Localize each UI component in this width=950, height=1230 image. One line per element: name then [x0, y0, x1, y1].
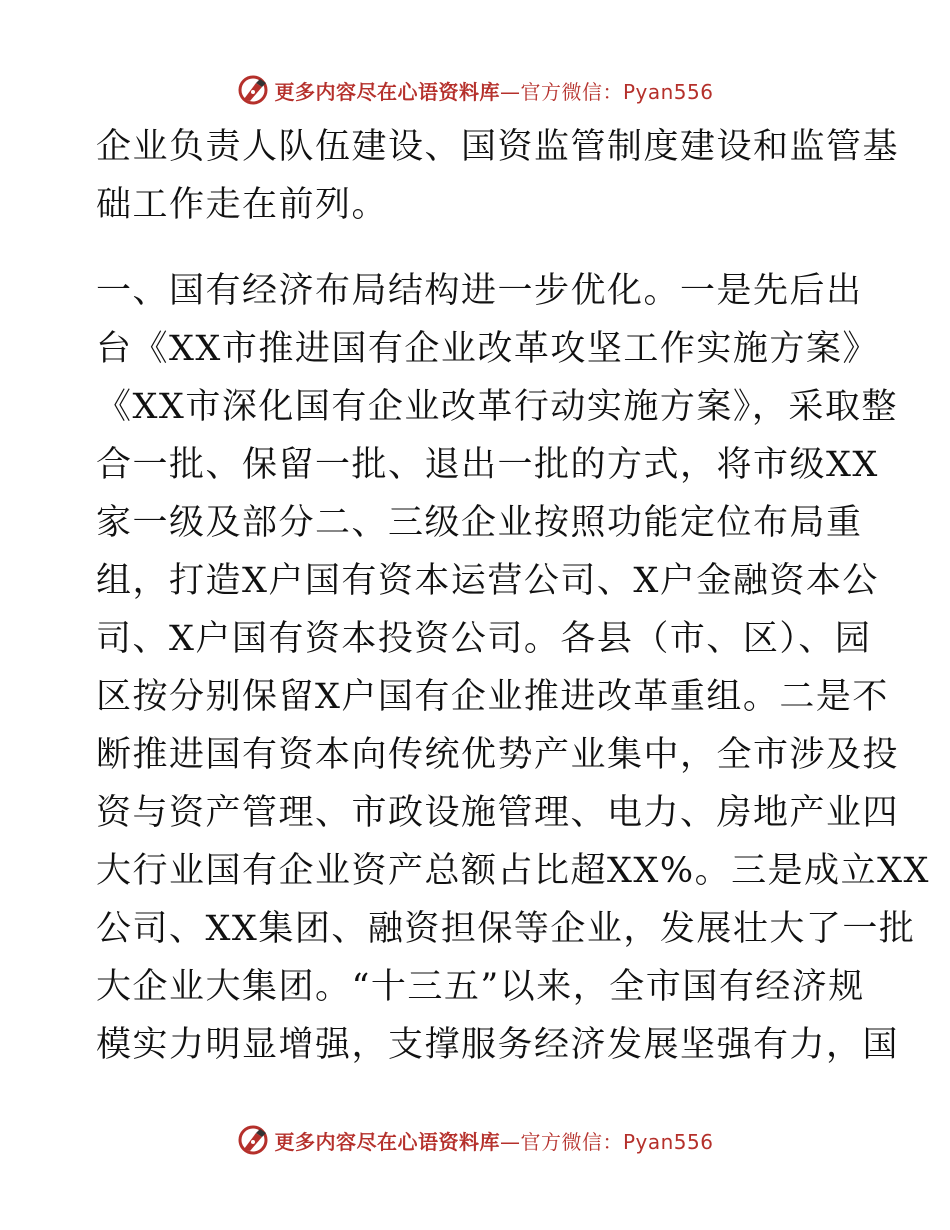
document-body	[96, 118, 930, 1074]
paragraph-1-line: 企业负责人队伍建设、国资监管制度建设和监管基	[96, 127, 900, 167]
footer-banner	[0, 1120, 950, 1160]
paragraph-gap	[96, 234, 866, 262]
pen-nib-circle-logo-icon	[236, 1123, 270, 1157]
paragraph-2-line: 模实力明显增强，支撑服务经济发展坚强有力，国	[96, 1025, 900, 1065]
header-banner	[0, 70, 950, 110]
paragraph-2-line: 资与资产管理、市政设施管理、电力、房地产业四	[96, 793, 900, 833]
paragraph-2-line: 家一级及部分二、三级企业按照功能定位布局重	[96, 503, 863, 543]
paragraph-2-line: 断推进国有资本向传统优势产业集中，全市涉及投	[96, 735, 900, 775]
header-banner-contact: 官方微信：Pyan556	[520, 79, 714, 104]
paragraph-2-line: 台《XX市推进国有企业改革攻坚工作实施方案》	[96, 329, 879, 369]
paragraph-2-line: 大行业国有企业资产总额占比超XX%。三是成立XX	[96, 851, 930, 891]
paragraph-2-line: 一、国有经济布局结构进一步优化。一是先后出	[96, 271, 863, 311]
header-banner-text	[274, 76, 713, 105]
paragraph-2-line: 合一批、保留一批、退出一批的方式，将市级XX	[96, 445, 879, 485]
paragraph-2-line: 《XX市深化国有企业改革行动实施方案》，采取整	[96, 387, 898, 427]
footer-banner-contact: 官方微信：Pyan556	[520, 1129, 714, 1154]
footer-banner-text	[274, 1126, 713, 1155]
footer-banner-separator: —	[499, 1129, 521, 1154]
header-banner-main: 更多内容尽在心语资料库	[274, 79, 500, 104]
pen-nib-circle-logo-icon	[236, 73, 270, 107]
paragraph-2-line: 公司、XX集团、融资担保等企业，发展壮大了一批	[96, 909, 916, 949]
paragraph-1-line: 础工作走在前列。	[96, 185, 389, 225]
paragraph-2-line: 组，打造X户国有资本运营公司、X户金融资本公	[96, 561, 879, 601]
header-banner-separator: —	[499, 79, 521, 104]
paragraph-2-line: 区按分别保留X户国有企业推进改革重组。二是不	[96, 677, 889, 717]
paragraph-2-line: 大企业大集团。“十三五”以来，全市国有经济规	[96, 967, 865, 1007]
footer-banner-main: 更多内容尽在心语资料库	[274, 1129, 500, 1154]
paragraph-2-line: 司、X户国有资本投资公司。各县（市、区）、园	[96, 619, 872, 659]
